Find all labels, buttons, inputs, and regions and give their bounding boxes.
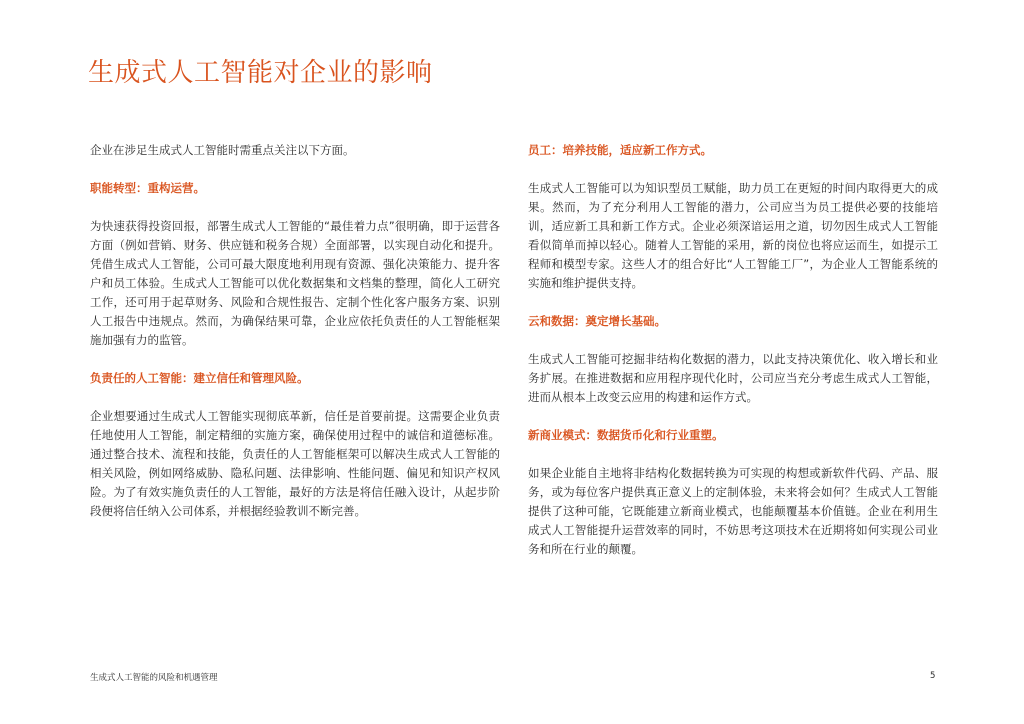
section-heading-responsible-ai: 负责任的人工智能：建立信任和管理风险。 [90, 371, 309, 385]
page-title: 生成式人工智能对企业的影响 [88, 58, 433, 88]
intro-paragraph: 企业在涉足生成式人工智能时需重点关注以下方面。 [90, 143, 355, 157]
section-body-cloud-data: 生成式人工智能可挖掘非结构化数据的潜力，以此支持决策优化、收入增长和业务扩展。在推进数据和应用程序现代化时，公司应当充分考虑生成式人工智能，进而从根本上改变云应用的构建和运作方式。 [528, 352, 938, 404]
footer-text: 生成式人工智能的风险和机遇管理 [90, 673, 218, 683]
section-body-functional-transformation: 为快速获得投资回报，部署生成式人工智能的“最佳着力点”很明确，即于运营各方面（例如营销、财务、供应链和税务合规）全面部署，以实现自动化和提升。凭借生成式人工智能，公司可最大限度地利用现有资源、强化决策能力、提升客户和员工体验。生成式人工智能可以优化数据集和文档集的整理，简化人工研究工作，还可用于起草财务、风险和合规性报告、定制个性化客户服务方案、识别人工报告中违规点。然而，为确保结果可靠，企业应依托负责任的人工智能框架施加强有力的监管。 [90, 219, 500, 347]
section-heading-cloud-data: 云和数据：奠定增长基础。 [528, 314, 666, 328]
section-body-business-models: 如果企业能自主地将非结构化数据转换为可实现的构想或新软件代码、产品、服务，或为每位客户提供真正意义上的定制体验，未来将会如何？生成式人工智能提供了这种可能，它既能建立新商业模式，也能颠覆基本价值链。企业在利用生成式人工智能提升运营效率的同时，不妨思考这项技术在近期将如何实现公司业务和所在行业的颠覆。 [528, 466, 938, 556]
section-heading-workforce: 员工：培养技能，适应新工作方式。 [528, 143, 712, 157]
page-number: 5 [930, 671, 936, 681]
left-column [90, 141, 500, 521]
section-body-workforce: 生成式人工智能可以为知识型员工赋能，助力员工在更短的时间内取得更大的成果。然而，为了充分利用人工智能的潜力，公司应当为员工提供必要的技能培训，适应新工具和新工作方式。企业必须深谙运用之道，切勿因生成式人工智能看似简单而掉以轻心。随着人工智能的采用，新的岗位也将应运而生，如提示工程师和模型专家。这些人才的组合好比“人工智能工厂”，为企业人工智能系统的实施和维护提供支持。 [528, 181, 938, 290]
section-heading-business-models: 新商业模式：数据货币化和行业重塑。 [528, 428, 724, 442]
section-body-responsible-ai: 企业想要通过生成式人工智能实现彻底革新，信任是首要前提。这需要企业负责任地使用人工智能，制定精细的实施方案，确保使用过程中的诚信和道德标准。通过整合技术、流程和技能，负责任的人工智能框架可以解决生成式人工智能的相关风险，例如网络威胁、隐私问题、法律影响、性能问题、偏见和知识产权风险。为了有效实施负责任的人工智能，最好的方法是将信任融入设计，从起步阶段便将信任纳入公司体系，并根据经验教训不断完善。 [90, 409, 500, 518]
section-heading-functional-transformation: 职能转型：重构运营。 [90, 181, 205, 195]
right-column [528, 141, 938, 559]
